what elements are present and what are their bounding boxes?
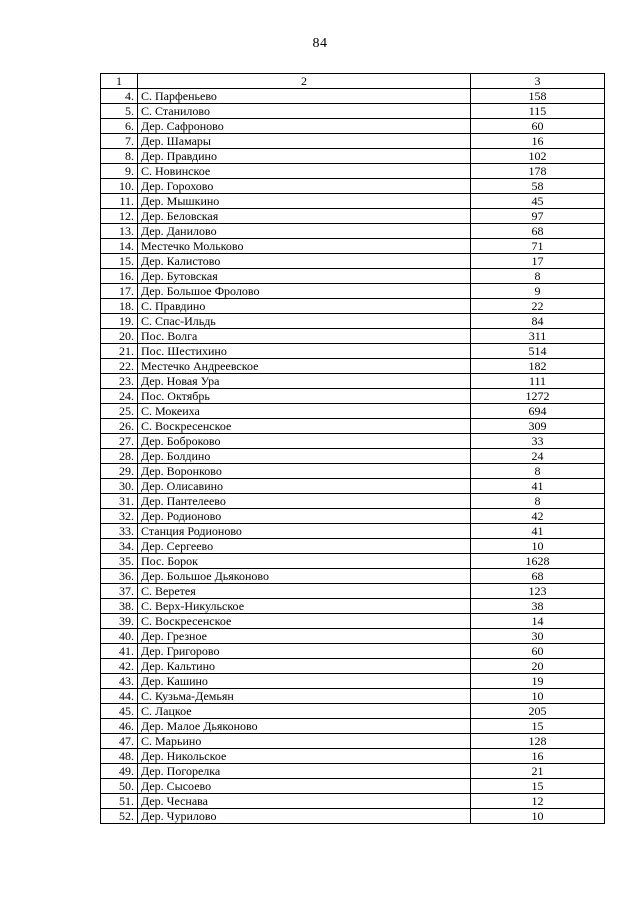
settlement-name-cell: Дер. Горохово xyxy=(138,179,471,194)
table-row xyxy=(101,404,605,419)
row-number-cell: 44. xyxy=(101,689,138,704)
row-number-cell: 19. xyxy=(101,314,138,329)
table-row xyxy=(101,104,605,119)
settlement-name-cell: Дер. Грезное xyxy=(138,629,471,644)
table-header-row xyxy=(101,74,605,89)
page-number: 84 xyxy=(312,36,328,51)
column-header-name: 2 xyxy=(138,74,471,89)
table-row xyxy=(101,149,605,164)
value-cell: 10 xyxy=(471,689,605,704)
settlement-name-cell: Дер. Большое Дьяконово xyxy=(138,569,471,584)
settlement-name-cell: Дер. Сергеево xyxy=(138,539,471,554)
value-cell: 16 xyxy=(471,749,605,764)
settlements-table xyxy=(100,73,605,824)
value-cell: 10 xyxy=(471,809,605,824)
settlement-name-cell: Дер. Воронково xyxy=(138,464,471,479)
value-cell: 33 xyxy=(471,434,605,449)
value-cell: 514 xyxy=(471,344,605,359)
table-row xyxy=(101,374,605,389)
settlement-name-cell: Дер. Шамары xyxy=(138,134,471,149)
table-row xyxy=(101,209,605,224)
row-number-cell: 52. xyxy=(101,809,138,824)
settlement-name-cell: С. Спас-Ильдь xyxy=(138,314,471,329)
settlement-name-cell: С. Правдино xyxy=(138,299,471,314)
table-row xyxy=(101,509,605,524)
column-header-number: 1 xyxy=(101,74,138,89)
table-row xyxy=(101,599,605,614)
table-row xyxy=(101,479,605,494)
settlement-name-cell: С. Парфеньево xyxy=(138,89,471,104)
row-number-cell: 38. xyxy=(101,599,138,614)
settlement-name-cell: Местечко Мольково xyxy=(138,239,471,254)
row-number-cell: 6. xyxy=(101,119,138,134)
row-number-cell: 15. xyxy=(101,254,138,269)
settlement-name-cell: Пос. Октябрь xyxy=(138,389,471,404)
value-cell: 8 xyxy=(471,494,605,509)
settlement-name-cell: Пос. Волга xyxy=(138,329,471,344)
row-number-cell: 51. xyxy=(101,794,138,809)
settlement-name-cell: Дер. Болдино xyxy=(138,449,471,464)
settlement-name-cell: Дер. Олисавино xyxy=(138,479,471,494)
settlement-name-cell: Дер. Чурилово xyxy=(138,809,471,824)
row-number-cell: 43. xyxy=(101,674,138,689)
settlement-name-cell: С. Мокеиха xyxy=(138,404,471,419)
row-number-cell: 41. xyxy=(101,644,138,659)
row-number-cell: 10. xyxy=(101,179,138,194)
settlement-name-cell: Дер. Бутовская xyxy=(138,269,471,284)
table-row xyxy=(101,494,605,509)
settlement-name-cell: С. Веретея xyxy=(138,584,471,599)
row-number-cell: 49. xyxy=(101,764,138,779)
row-number-cell: 31. xyxy=(101,494,138,509)
row-number-cell: 24. xyxy=(101,389,138,404)
row-number-cell: 17. xyxy=(101,284,138,299)
settlement-name-cell: Дер. Калистово xyxy=(138,254,471,269)
value-cell: 115 xyxy=(471,104,605,119)
row-number-cell: 13. xyxy=(101,224,138,239)
value-cell: 158 xyxy=(471,89,605,104)
table-row xyxy=(101,629,605,644)
row-number-cell: 45. xyxy=(101,704,138,719)
table-row xyxy=(101,749,605,764)
value-cell: 12 xyxy=(471,794,605,809)
settlement-name-cell: Дер. Малое Дьяконово xyxy=(138,719,471,734)
table-row xyxy=(101,344,605,359)
settlement-name-cell: С. Кузьма-Демьян xyxy=(138,689,471,704)
row-number-cell: 35. xyxy=(101,554,138,569)
value-cell: 111 xyxy=(471,374,605,389)
settlement-name-cell: Дер. Григорово xyxy=(138,644,471,659)
settlement-name-cell: Станция Родионово xyxy=(138,524,471,539)
value-cell: 1628 xyxy=(471,554,605,569)
settlement-name-cell: Местечко Андреевское xyxy=(138,359,471,374)
row-number-cell: 47. xyxy=(101,734,138,749)
settlement-name-cell: Дер. Сафроново xyxy=(138,119,471,134)
value-cell: 15 xyxy=(471,719,605,734)
value-cell: 97 xyxy=(471,209,605,224)
table-row xyxy=(101,569,605,584)
table-row xyxy=(101,434,605,449)
row-number-cell: 34. xyxy=(101,539,138,554)
table-row xyxy=(101,704,605,719)
value-cell: 68 xyxy=(471,569,605,584)
row-number-cell: 46. xyxy=(101,719,138,734)
row-number-cell: 30. xyxy=(101,479,138,494)
row-number-cell: 27. xyxy=(101,434,138,449)
settlement-name-cell: Дер. Мышкино xyxy=(138,194,471,209)
value-cell: 71 xyxy=(471,239,605,254)
value-cell: 178 xyxy=(471,164,605,179)
value-cell: 15 xyxy=(471,779,605,794)
table-row xyxy=(101,719,605,734)
value-cell: 68 xyxy=(471,224,605,239)
settlement-name-cell: Пос. Борок xyxy=(138,554,471,569)
value-cell: 1272 xyxy=(471,389,605,404)
value-cell: 9 xyxy=(471,284,605,299)
row-number-cell: 8. xyxy=(101,149,138,164)
value-cell: 102 xyxy=(471,149,605,164)
row-number-cell: 39. xyxy=(101,614,138,629)
settlement-name-cell: С. Марьино xyxy=(138,734,471,749)
value-cell: 182 xyxy=(471,359,605,374)
table-row xyxy=(101,299,605,314)
value-cell: 128 xyxy=(471,734,605,749)
settlement-name-cell: Дер. Данилово xyxy=(138,224,471,239)
value-cell: 24 xyxy=(471,449,605,464)
table-row xyxy=(101,359,605,374)
table-row xyxy=(101,284,605,299)
settlement-name-cell: Дер. Новая Ура xyxy=(138,374,471,389)
settlement-name-cell: Дер. Чеснава xyxy=(138,794,471,809)
row-number-cell: 16. xyxy=(101,269,138,284)
row-number-cell: 11. xyxy=(101,194,138,209)
value-cell: 41 xyxy=(471,479,605,494)
value-cell: 84 xyxy=(471,314,605,329)
settlement-name-cell: Дер. Погорелка xyxy=(138,764,471,779)
row-number-cell: 21. xyxy=(101,344,138,359)
table-row xyxy=(101,674,605,689)
table-row xyxy=(101,179,605,194)
row-number-cell: 40. xyxy=(101,629,138,644)
value-cell: 123 xyxy=(471,584,605,599)
settlement-name-cell: Пос. Шестихино xyxy=(138,344,471,359)
table-row xyxy=(101,239,605,254)
value-cell: 309 xyxy=(471,419,605,434)
row-number-cell: 18. xyxy=(101,299,138,314)
table-row xyxy=(101,164,605,179)
table-row xyxy=(101,659,605,674)
table-row xyxy=(101,389,605,404)
row-number-cell: 20. xyxy=(101,329,138,344)
table-row xyxy=(101,329,605,344)
table-row xyxy=(101,224,605,239)
value-cell: 60 xyxy=(471,119,605,134)
value-cell: 19 xyxy=(471,674,605,689)
table-row xyxy=(101,779,605,794)
value-cell: 16 xyxy=(471,134,605,149)
value-cell: 20 xyxy=(471,659,605,674)
settlement-name-cell: Дер. Родионово xyxy=(138,509,471,524)
settlement-name-cell: С. Станилово xyxy=(138,104,471,119)
table-row xyxy=(101,644,605,659)
value-cell: 21 xyxy=(471,764,605,779)
settlement-name-cell: Дер. Большое Фролово xyxy=(138,284,471,299)
column-header-value: 3 xyxy=(471,74,605,89)
table-row xyxy=(101,794,605,809)
row-number-cell: 4. xyxy=(101,89,138,104)
row-number-cell: 29. xyxy=(101,464,138,479)
settlement-name-cell: С. Лацкое xyxy=(138,704,471,719)
table-row xyxy=(101,554,605,569)
row-number-cell: 23. xyxy=(101,374,138,389)
settlement-name-cell: С. Воскресенское xyxy=(138,614,471,629)
table-row xyxy=(101,254,605,269)
value-cell: 58 xyxy=(471,179,605,194)
table-row xyxy=(101,539,605,554)
value-cell: 45 xyxy=(471,194,605,209)
settlement-name-cell: Дер. Пантелеево xyxy=(138,494,471,509)
table-row xyxy=(101,134,605,149)
settlement-name-cell: Дер. Никольское xyxy=(138,749,471,764)
table-row xyxy=(101,524,605,539)
value-cell: 8 xyxy=(471,464,605,479)
settlement-name-cell: Дер. Боброково xyxy=(138,434,471,449)
settlement-name-cell: Дер. Беловская xyxy=(138,209,471,224)
value-cell: 22 xyxy=(471,299,605,314)
row-number-cell: 26. xyxy=(101,419,138,434)
table-row xyxy=(101,764,605,779)
settlement-name-cell: С. Воскресенское xyxy=(138,419,471,434)
settlement-name-cell: Дер. Кальтино xyxy=(138,659,471,674)
row-number-cell: 33. xyxy=(101,524,138,539)
row-number-cell: 32. xyxy=(101,509,138,524)
row-number-cell: 7. xyxy=(101,134,138,149)
table-body xyxy=(101,74,605,824)
value-cell: 60 xyxy=(471,644,605,659)
row-number-cell: 36. xyxy=(101,569,138,584)
settlement-name-cell: Дер. Сысоево xyxy=(138,779,471,794)
table-row xyxy=(101,119,605,134)
value-cell: 14 xyxy=(471,614,605,629)
row-number-cell: 50. xyxy=(101,779,138,794)
value-cell: 38 xyxy=(471,599,605,614)
table-row xyxy=(101,89,605,104)
table-row xyxy=(101,734,605,749)
value-cell: 10 xyxy=(471,539,605,554)
row-number-cell: 14. xyxy=(101,239,138,254)
value-cell: 42 xyxy=(471,509,605,524)
row-number-cell: 37. xyxy=(101,584,138,599)
value-cell: 311 xyxy=(471,329,605,344)
settlement-name-cell: С. Новинское xyxy=(138,164,471,179)
row-number-cell: 22. xyxy=(101,359,138,374)
value-cell: 205 xyxy=(471,704,605,719)
table-row xyxy=(101,809,605,824)
table-row xyxy=(101,449,605,464)
row-number-cell: 42. xyxy=(101,659,138,674)
row-number-cell: 48. xyxy=(101,749,138,764)
value-cell: 694 xyxy=(471,404,605,419)
settlement-name-cell: Дер. Правдино xyxy=(138,149,471,164)
row-number-cell: 5. xyxy=(101,104,138,119)
table-row xyxy=(101,464,605,479)
settlement-name-cell: Дер. Кашино xyxy=(138,674,471,689)
row-number-cell: 12. xyxy=(101,209,138,224)
value-cell: 30 xyxy=(471,629,605,644)
value-cell: 41 xyxy=(471,524,605,539)
table-row xyxy=(101,689,605,704)
value-cell: 8 xyxy=(471,269,605,284)
value-cell: 17 xyxy=(471,254,605,269)
settlement-name-cell: С. Верх-Никульское xyxy=(138,599,471,614)
table-row xyxy=(101,269,605,284)
row-number-cell: 9. xyxy=(101,164,138,179)
table-row xyxy=(101,419,605,434)
table-row xyxy=(101,584,605,599)
table-row xyxy=(101,614,605,629)
row-number-cell: 28. xyxy=(101,449,138,464)
row-number-cell: 25. xyxy=(101,404,138,419)
table-row xyxy=(101,194,605,209)
table-row xyxy=(101,314,605,329)
